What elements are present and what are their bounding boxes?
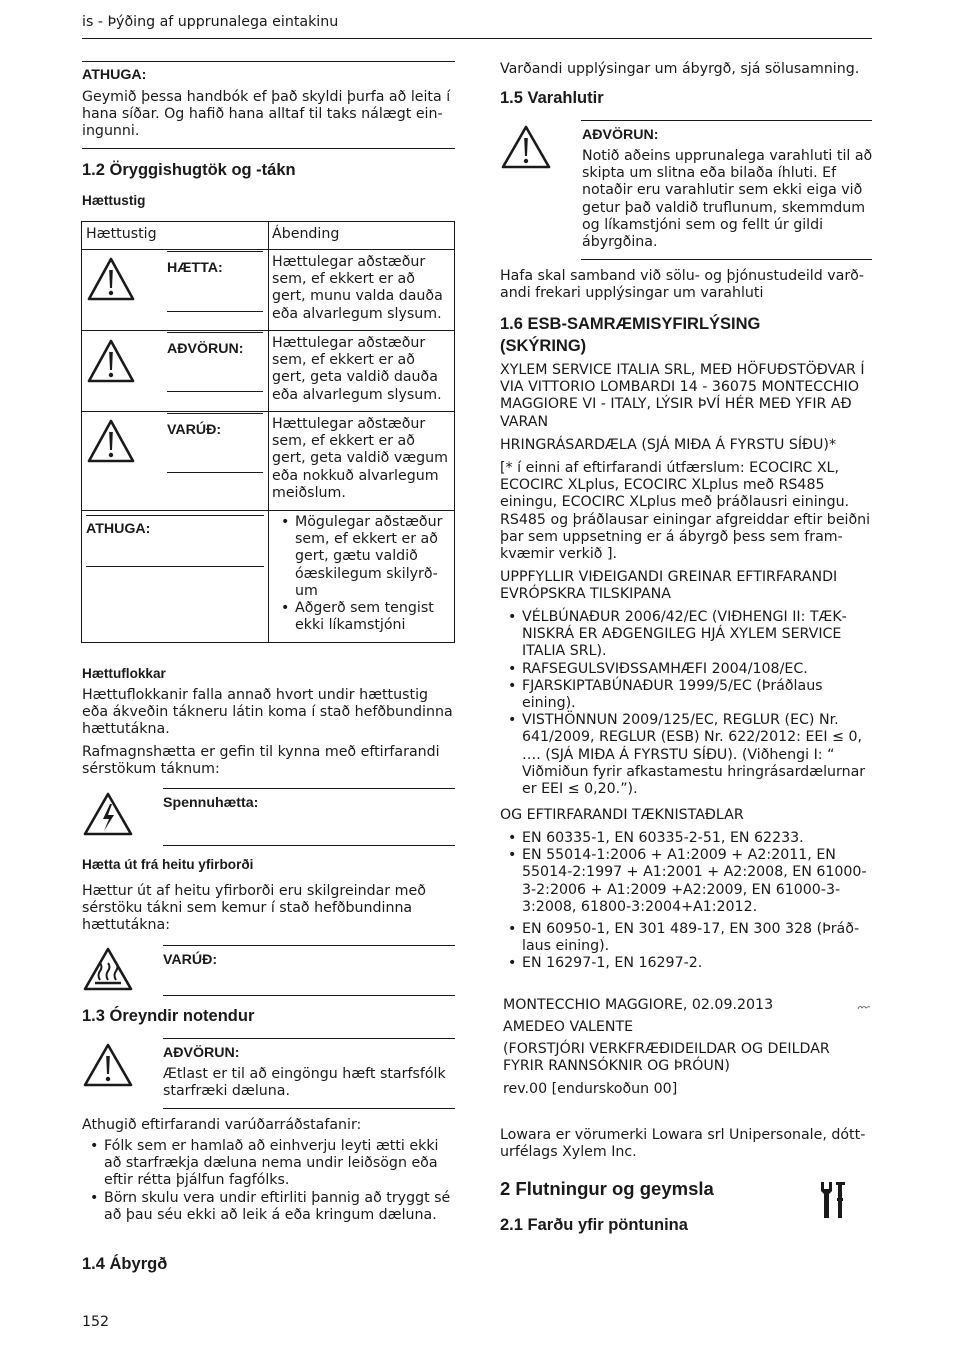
header-rule (82, 38, 872, 39)
signature-place-date: MONTECCHIO MAGGIORE, 02.09.2013 (503, 997, 774, 1013)
section-heading-1-6-line2: (SKÝRING) (500, 337, 587, 355)
s13-bullets (82, 1138, 457, 1224)
s15-warn-top-rule (581, 120, 872, 121)
haettuflokkar-text-2: Rafmagnshætta er gefin til kynna með eftirfarandi sérstökum táknum: (82, 744, 440, 778)
standards-list (500, 830, 875, 916)
s15-warn-bottom-rule (581, 259, 872, 260)
label-rule (167, 251, 263, 252)
list-item: • Börn skulu vera undir eftirliti þannig að tryggt sé að þau séu ekki að leik á eða kringum dæluna. (82, 1190, 457, 1224)
list-item: • EN 55014-1:2006 + A1:2009 + A2:2011, EN 55014-2:1997 + A1:2001 + A2:2008, EN 61000-3-2:2006 + A1:2009 +A2:2009, EN 61000-3-3:2008, 61800-3:2004+A1:2012. (500, 847, 875, 916)
hazard-text-haetta: Hættulegar aðstæður sem, ef ekkert er að gert, munu valda dauða eða alvarlegum slysum. (272, 254, 443, 322)
section-heading-1-3: 1.3 Óreyndir notendur (82, 1007, 255, 1025)
subheading-haettuflokkar: Hættuflokkar (82, 666, 166, 681)
list-item: • Fólk sem er hamlað að einhverju leyti ætti ekki að starfrækja dæluna nema undir leiðsögn eða eftir rétta þjálfun fagfólks. (82, 1138, 457, 1190)
athuga-bullets (273, 514, 453, 634)
electric-top-rule (163, 788, 455, 789)
label-rule (86, 515, 264, 516)
lowara-trademark: Lowara er vörumerki Lowara srl Unipersonale, dótturfélags Xylem Inc. (500, 1127, 866, 1161)
label-rule (167, 472, 263, 473)
subheading-haettustig: Hættustig (82, 193, 146, 208)
list-item: • EN 16297-1, EN 16297-2. (500, 955, 875, 972)
list-item: • VÉLBÚNAÐUR 2006/42/EC (VIÐHENGI II: TÆKNISKRÁ ER AÐGENGILEG HJÁ XYLEM SERVICE ITALIA SRL). (500, 609, 875, 661)
signature-title: (FORSTJÓRI VERKFRÆÐIDEILDAR OG DEILDAR FYRIR RANNSÓKNIR OG ÞRÓUN) (503, 1041, 830, 1075)
hot-surface-label: VARÚÐ: (163, 952, 218, 968)
label-rule (167, 311, 263, 312)
section-heading-1-6-line1: 1.6 ESB-SAMRÆMISYFIRLÝSING (500, 315, 761, 333)
signature-name: AMEDEO VALENTE (503, 1019, 634, 1035)
standards-list-2 (500, 921, 875, 973)
signature-mark-icon (857, 1003, 871, 1011)
hazard-label-varud: VARÚÐ: (167, 422, 222, 438)
subheading-hot-surface: Hætta út frá heitu yfirborði (82, 857, 254, 872)
warning-triangle-icon (86, 256, 136, 302)
hazard-label-athuga: ATHUGA: (86, 521, 151, 537)
s16-paragraph-2: HRINGRÁSARDÆLA (SJÁ MIÐA Á FYRSTU SÍÐU)* (500, 437, 837, 453)
haettuflokkar-text-1: Hættuflokkanir falla annað hvort undir hættustig eða ákveðin tákneru látin koma í stað hefðbundinna hættutákna. (82, 687, 453, 738)
notice-top-rule (82, 61, 455, 62)
hot-surface-text: Hættur út af heitu yfirborði eru skilgreindar með sérstöku tákni sem kemur í stað hefðbundinna hættutákna: (82, 883, 426, 934)
label-rule (86, 566, 264, 567)
electric-hazard-icon (82, 791, 134, 837)
table-header-col2-label: Ábending (272, 226, 340, 242)
label-rule (167, 391, 263, 392)
list-item: • Mögulegar aðstæður sem, ef ekkert er að gert, gætu valdið óæskilegum skilyrðum (273, 514, 453, 600)
page-header: is - Þýðing af upprunalega eintakinu (82, 14, 339, 30)
label-rule (167, 413, 263, 414)
list-item: • Aðgerð sem tengist ekki líkamstjóni (273, 600, 453, 634)
label-rule (167, 332, 263, 333)
warranty-text: Varðandi upplýsingar um ábyrgð, sjá sölusamning. (500, 61, 860, 77)
notice-bottom-rule (82, 148, 455, 149)
section-heading-2-1: 2.1 Farðu yfir pöntunina (500, 1216, 688, 1234)
s15-warning-text: Notið aðeins upprunalega varahluti til að skipta um slitna eða bilaða íhluti. Ef notaðir eru varahlutir sem ekki eiga við getur það valdið truflunum, skemmdum og líkamstjóni sem og fellt úr gildi ábyrgðina. (582, 148, 873, 251)
list-item: • EN 60950-1, EN 301 489-17, EN 300 328 (Þráðlaus eining). (500, 921, 875, 955)
s16-paragraph-1: XYLEM SERVICE ITALIA SRL, MEÐ HÖFUÐSTÖÐVAR Í VIA VITTORIO LOMBARDI 14 - 36075 MONTECCHIO MAGGIORE VI - ITALY, LÝSIR ÞVÍ HÉR MEÐ YFIR AÐ VARAN (500, 362, 865, 430)
s16-paragraph-5: OG EFTIRFARANDI TÆKNISTAÐLAR (500, 807, 744, 823)
notice-text: Geymið þessa handbók ef það skyldi þurfa að leita í hana síðar. Og hafið hana alltaf til taks nálægt einingunni. (82, 89, 451, 140)
notice-label: ATHUGA: (82, 67, 147, 83)
s15-warning-label: AÐVÖRUN: (582, 127, 659, 143)
s13-intro: Athugið eftirfarandi varúðarráðstafanir: (82, 1117, 362, 1133)
list-item: • EN 60335-1, EN 60335-2-51, EN 62233. (500, 830, 875, 847)
s13-warning-text: Ætlast er til að eingöngu hæft starfsfólk starfræki dæluna. (163, 1066, 446, 1100)
section-heading-2: 2 Flutningur og geymsla (500, 1178, 714, 1199)
s13-warning-label: AÐVÖRUN: (163, 1045, 240, 1061)
list-item: • RAFSEGULSVIÐSSAMHÆFI 2004/108/EC. (500, 661, 875, 678)
s15-contact: Hafa skal samband við sölu- og þjónustudeild varðandi frekari upplýsingar um varahluti (500, 268, 864, 302)
section-heading-1-4: 1.4 Ábyrgð (82, 1255, 168, 1273)
s13-warn-bottom-rule (163, 1108, 455, 1109)
warning-triangle-icon (86, 338, 136, 384)
warning-triangle-icon (82, 1042, 134, 1088)
signature-revision: rev.00 [endurskoðun 00] (503, 1081, 678, 1097)
s16-paragraph-4: UPPFYLLIR VIÐEIGANDI GREINAR EFTIRFARANDI EVRÓPSKRA TILSKIPANA (500, 569, 838, 603)
hot-bottom-rule (163, 995, 455, 996)
table-header-col1-label: Hættustig (86, 226, 157, 242)
list-item: • VISTHÖNNUN 2009/125/EC, REGLUR (EC) Nr. 641/2009, REGLUR (ESB) Nr. 622/2012: EEI ≤ 0, …. (SJÁ MIÐA Á FYRSTU SÍÐU). (Viðhengi I: “ Viðmiðun fyrir afkastamestu hringrásardælurnar er EEI ≤ 0,20.”). (500, 712, 875, 798)
hazard-text-varud: Hættulegar aðstæður sem, ef ekkert er að gert, geta valdið vægum eða nokkuð alvarlegum meiðslum. (272, 416, 448, 501)
list-item: • FJARSKIPTABÚNAÐUR 1999/5/EC (Þráðlaus eining). (500, 678, 875, 712)
hazard-text-advorun: Hættulegar aðstæður sem, ef ekkert er að gert, geta valdið dauða eða alvarlegum slysum. (272, 335, 442, 403)
warning-triangle-icon (86, 418, 136, 464)
section-heading-1-2: 1.2 Öryggishugtök og -tákn (82, 161, 296, 179)
s13-warn-top-rule (163, 1038, 455, 1039)
page-number: 152 (82, 1314, 110, 1330)
hazard-label-advorun: AÐVÖRUN: (167, 341, 244, 357)
electric-bottom-rule (163, 845, 455, 846)
hazard-label-haetta: HÆTTA: (167, 260, 223, 276)
s16-paragraph-3: [* í einni af eftirfarandi útfærslum: ECOCIRC XL, ECOCIRC XLplus, ECOCIRC XLplus með RS485 einingu, ECOCIRC XLplus með þráðlausri einingu. RS485 og þráðlausar einingar afgreiddar eftir beiðni þar sem uppsetning er á ábyrgð þess sem framkvæmir verkið ]. (500, 460, 871, 563)
section-heading-1-5: 1.5 Varahlutir (500, 89, 604, 107)
directives-list (500, 609, 875, 798)
electric-hazard-label: Spennuhætta: (163, 795, 259, 811)
hot-surface-icon (82, 946, 134, 992)
tools-icon (818, 1180, 848, 1220)
warning-triangle-icon (500, 124, 552, 170)
hot-top-rule (163, 945, 455, 946)
